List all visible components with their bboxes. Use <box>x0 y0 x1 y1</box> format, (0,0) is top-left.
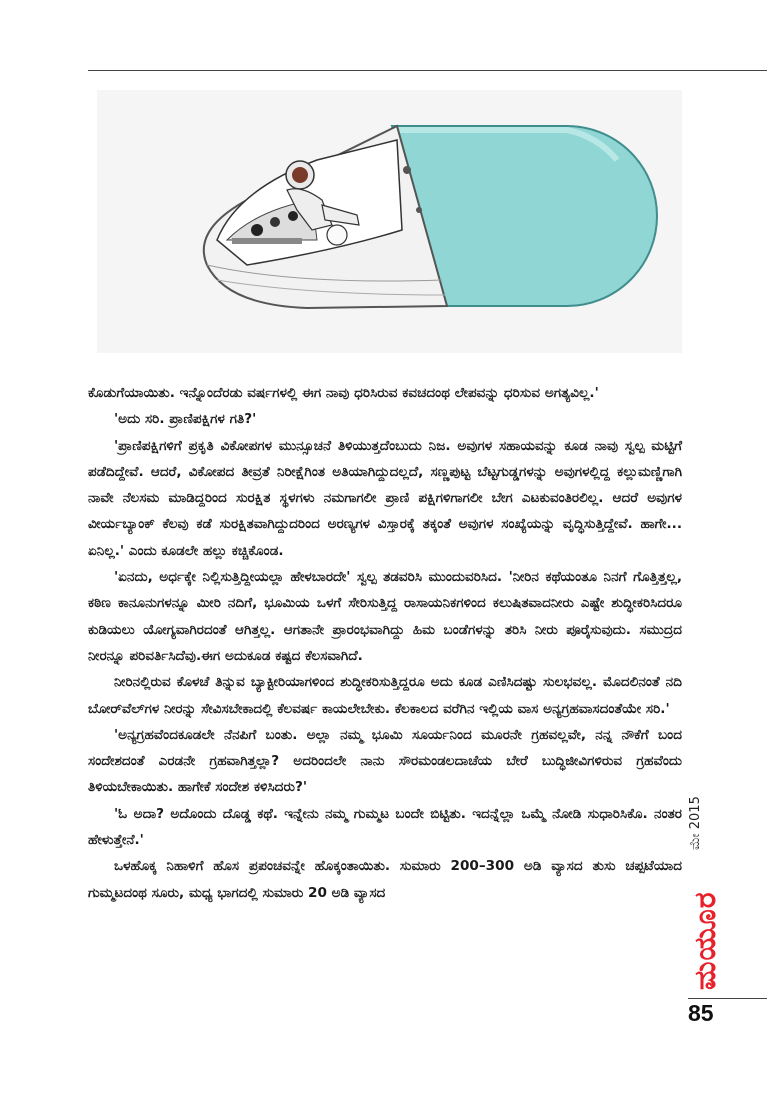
page-number-rule <box>688 998 767 999</box>
article-body <box>88 380 682 906</box>
top-rule <box>88 70 767 71</box>
paragraph-6: 'ಅನ್ಯಗ್ರಹವೆಂದಕೂಡಲೇ ನೆನಪಿಗೆ ಬಂತು. ಅಲ್ಲಾ ನಮ್ಮ ಭೂಮಿ ಸೂರ್ಯನಿಂದ ಮೂರನೇ ಗ್ರಹವಲ್ಲವೇ, ನನ್ನ ನೌಕೆಗೆ ಬಂದ ಸಂದೇಶದಂತೆ ಎರಡನೇ ಗ್ರಹವಾಗಿತ್ತಲ್ಲಾ? ಅದರಿಂದಲೇ ನಾನು ಸೌರಮಂಡಲದಾಚೆಯ ಬೇರೆ ಬುದ್ಧಿಜೀವಿಗಳಿರುವ ಗ್ರಹವೆಂದು ತಿಳಿಯಬೇಕಾಯಿತು. ಹಾಗೇಕೆ ಸಂದೇಶ ಕಳಿಸಿದರು?' <box>88 726 682 796</box>
paragraph-2: 'ಅದು ಸರಿ. ಪ್ರಾಣಿಪಕ್ಷಿಗಳ ಗತಿ?' <box>114 411 257 428</box>
magazine-logo: ಮಯೂರ <box>688 891 723 990</box>
paragraph-4: 'ಏನದು, ಅರ್ಧಕ್ಕೇ ನಿಲ್ಲಿಸುತ್ತಿದ್ದೀಯಲ್ಲಾ ಹೇಳಬಾರದೇ' ಸ್ವಲ್ಪ ತಡವರಿಸಿ ಮುಂದುವರಿಸಿದ. 'ನೀರಿನ ಕಥೆಯಂತೂ ನಿನಗೆ ಗೊತ್ತಿತ್ತಲ್ಲ, ಕಠಿಣ ಕಾನೂನುಗಳನ್ನೂ ಮೀರಿ ನದಿಗೆ, ಭೂಮಿಯ ಒಳಗೆ ಸೇರಿಸುತ್ತಿದ್ದ ರಾಸಾಯನಿಕಗಳಿಂದ ಕಲುಷಿತವಾದನೀರು ಎಷ್ಟೇ ಶುದ್ಧೀಕರಿಸಿದರೂ ಕುಡಿಯಲು ಯೋಗ್ಯವಾಗಿರದಂತೆ ಆಗಿತ್ತಲ್ಲ. ಆಗತಾನೇ ಪ್ರಾರಂಭವಾಗಿದ್ದು ಹಿಮ ಬಂಡೆಗಳನ್ನು ತರಿಸಿ ನೀರು ಪೂರೈಸುವುದು. ಸಮುದ್ರದ ನೀರನ್ನೂ ಪರಿವರ್ತಿಸಿದೆವು.ಈಗ ಅದುಕೂಡ ಕಷ್ಟದ ಕೆಲಸವಾಗಿದೆ. <box>88 569 682 664</box>
paragraph-7: 'ಓ ಅದಾ? ಅದೊಂದು ದೊಡ್ಡ ಕಥೆ. ಇನ್ನೇನು ನಮ್ಮ ಗುಮ್ಮಟ ಬಂದೇ ಬಿಟ್ಟಿತು. ಇದನ್ನೆಲ್ಲಾ ಒಮ್ಮೆ ನೋಡಿ ಸುಧಾರಿಸಿಕೊ. ನಂತರ ಹೇಳುತ್ತೇನೆ.' <box>88 805 682 849</box>
paragraph-8: ಒಳಹೊಕ್ಕ ನಿಹಾಳಿಗೆ ಹೊಸ ಪ್ರಪಂಚವನ್ನೇ ಹೊಕ್ಕಂತಾಯಿತು. ಸುಮಾರು 200–300 ಅಡಿ ವ್ಯಾಸದ ತುಸು ಚಪ್ಪಟೆಯಾದ ಗುಮ್ಮಟದಂಥ ಸೂರು, ಮಧ್ಯ ಭಾಗದಲ್ಲಿ ಸುಮಾರು 20 ಅಡಿ ವ್ಯಾಸದ <box>88 858 682 901</box>
paragraph-3: 'ಪ್ರಾಣಿಪಕ್ಷಿಗಳಿಗೆ ಪ್ರಕೃತಿ ವಿಕೋಪಗಳ ಮುನ್ಸೂಚನೆ ತಿಳಿಯುತ್ತದೆಂಬುದು ನಿಜ. ಅವುಗಳ ಸಹಾಯವನ್ನು ಕೂಡ ನಾವು ಸ್ವಲ್ಪ ಮಟ್ಟಿಗೆ ಪಡೆದಿದ್ದೇವೆ. ಆದರೆ, ವಿಕೋಪದ ತೀವ್ರತೆ ನಿರೀಕ್ಷೆಗಿಂತ ಅತಿಯಾಗಿದ್ದುದಲ್ಲದೆ, ಸಣ್ಣಪುಟ್ಟ ಬೆಟ್ಟಗುಡ್ಡಗಳನ್ನು ಅವುಗಳಲ್ಲಿದ್ದ ಕಲ್ಲುಮಣ್ಣಿಗಾಗಿ ನಾವೇ ನೆಲಸಮ ಮಾಡಿದ್ದರಿಂದ ಸುರಕ್ಷಿತ ಸ್ಥಳಗಳು ನಮಗಾಗಲೀ ಪ್ರಾಣಿ ಪಕ್ಷಿಗಳಿಗಾಗಲೀ ಬೇಗ ಎಟಕುವಂತಿರಲಿಲ್ಲ. ಆದರೆ ಅವುಗಳ ವೀರ್ಯಬ್ಯಾಂಕ್ ಕೆಲವು ಕಡೆ ಸುರಕ್ಷಿತವಾಗಿದ್ದುದರಿಂದ ಅರಣ್ಯಗಳ ವಿಸ್ತಾರಕ್ಕೆ ತಕ್ಕಂತೆ ಅವುಗಳ ಸಂಖ್ಯೆಯನ್ನು ವೃದ್ಧಿಸುತ್ತಿದ್ದೇವೆ. ಹಾಗೇ... ಏನಿಲ್ಲ.' ಎಂದು ಕೂಡಲೇ ಹಲ್ಲು ಕಚ್ಚಿಕೊಂಡ. <box>88 437 683 559</box>
paragraph-1: ಕೊಡುಗೆಯಾಯಿತು. ಇನ್ನೊಂದೆರಡು ವರ್ಷಗಳಲ್ಲಿ ಈಗ ನಾವು ಧರಿಸಿರುವ ಕವಚದಂಥ ಲೇಪವನ್ನು ಧರಿಸುವ ಅಗತ್ಯವಿಲ್ಲ.' <box>88 385 599 401</box>
issue-date: ಮೇ 2015 <box>688 796 703 850</box>
capsule-illustration <box>97 90 682 353</box>
page-number: 85 <box>688 1000 714 1026</box>
paragraph-5: ನೀರಿನಲ್ಲಿರುವ ಕೊಳಚೆ ತಿನ್ನುವ ಬ್ಯಾಕ್ಟೀರಿಯಾಗಳಿಂದ ಶುದ್ಧೀಕರಿಸುತ್ತಿದ್ದರೂ ಅದು ಕೂಡ ಎಣಿಸಿದಷ್ಟು ಸುಲಭವಲ್ಲ. ಮೊದಲಿನಂತೆ ನದಿ ಬೋರ್‌ವೆಲ್‌ಗಳ ನೀರನ್ನು ಸೇವಿಸಬೇಕಾದಲ್ಲಿ ಕೆಲವರ್ಷ ಕಾಯಲೇಬೇಕು. ಕೆಲಕಾಲದ ವರೆಗಿನ ಇಲ್ಲಿಯ ವಾಸ ಅನ್ಯಗ್ರಹವಾಸದಂತೆಯೇ ಸರಿ.' <box>88 674 682 717</box>
